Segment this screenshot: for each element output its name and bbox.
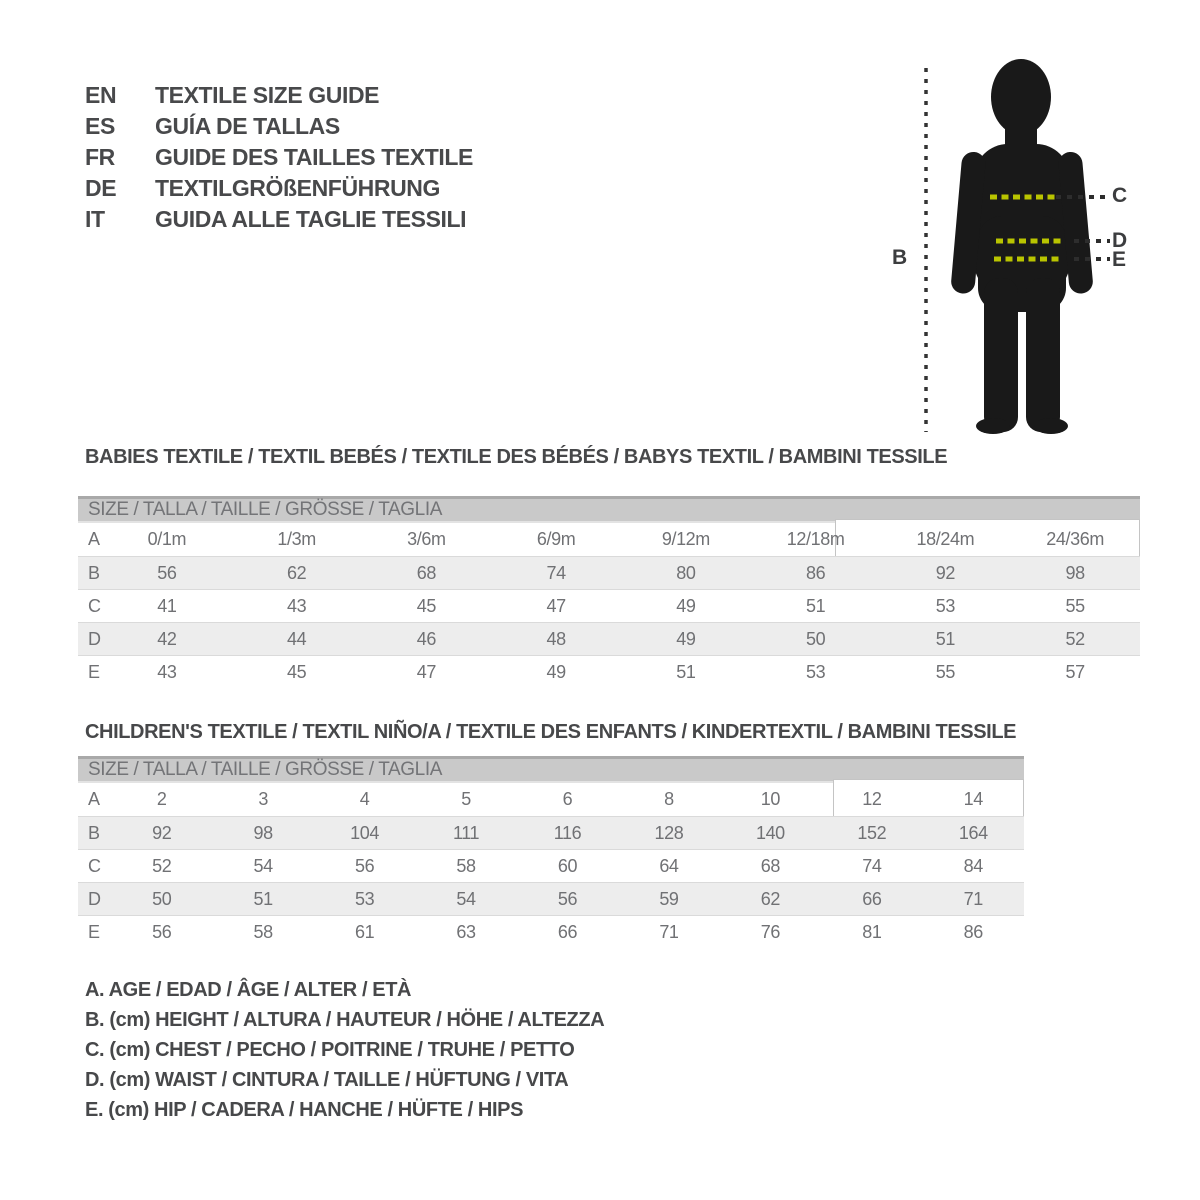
table-cell: 3 (258, 789, 268, 809)
measurement-legend (85, 975, 604, 1125)
table-cell: 51 (806, 595, 826, 616)
language-guide-label: GUIDA ALLE TAGLIE TESSILI (155, 206, 467, 232)
table-cell: 56 (354, 855, 375, 876)
table-cell: 53 (806, 661, 826, 682)
table-cell: 66 (862, 888, 882, 909)
table-row (78, 589, 1140, 622)
row-label: A (88, 529, 100, 549)
language-code: FR (85, 144, 115, 170)
table-cell: 111 (452, 822, 480, 843)
table-cell: 49 (676, 628, 696, 649)
table-cell: 51 (676, 661, 696, 682)
table-cell: 56 (152, 921, 172, 942)
language-row (85, 173, 473, 204)
table-cell: 98 (1065, 562, 1085, 583)
table-cell: 49 (546, 661, 566, 682)
table-row (78, 816, 1024, 849)
babies-size-table (78, 496, 1140, 688)
row-label: C (88, 855, 101, 876)
table-cell: 47 (416, 661, 436, 682)
table-cell: 116 (553, 822, 582, 843)
language-row (85, 80, 473, 111)
table-cell: 76 (760, 921, 780, 942)
table-cell: 0/1m (147, 529, 187, 549)
table-cell: 84 (963, 855, 983, 876)
table-cell: 55 (1065, 595, 1085, 616)
table-cell: 45 (287, 661, 307, 682)
language-guide-label: TEXTILE SIZE GUIDE (155, 82, 380, 108)
figure-label-hip: E (1112, 248, 1126, 271)
table-cell: 92 (935, 562, 955, 583)
figure-label-chest: C (1112, 184, 1127, 207)
table-cell: 44 (287, 628, 307, 649)
table-cell: 164 (958, 822, 988, 843)
table-cell: 53 (354, 888, 375, 909)
table-cell: 104 (350, 822, 380, 843)
table-cell: 61 (354, 921, 375, 942)
table-cell: 59 (659, 888, 679, 909)
table-cell: 92 (152, 822, 172, 843)
table-cell: 51 (253, 888, 273, 909)
table-row (78, 783, 1024, 816)
table-cell: 53 (935, 595, 955, 616)
language-code: ES (85, 113, 115, 139)
table-cell: 58 (253, 921, 273, 942)
table-cell: 5 (461, 789, 471, 809)
table-cell: 86 (963, 921, 983, 942)
table-cell: 46 (416, 628, 436, 649)
language-row (85, 204, 473, 235)
table-cell: 8 (664, 789, 674, 809)
row-label: D (88, 888, 101, 909)
table-cell: 68 (416, 562, 436, 583)
row-label: B (88, 822, 100, 843)
table-cell: 18/24m (916, 529, 975, 549)
legend-line: A. AGE / EDAD / ÂGE / ALTER / ETÀ (85, 978, 412, 1001)
language-guide-label: GUIDE DES TAILLES TEXTILE (155, 144, 473, 170)
table-cell: 64 (659, 855, 679, 876)
row-label: C (88, 595, 101, 616)
table-cell: 56 (157, 562, 177, 583)
legend-line: B. (cm) HEIGHT / ALTURA / HAUTEUR / HÖHE / ALTEZZA (85, 1008, 605, 1031)
table-cell: 71 (659, 921, 679, 942)
table-cell: 62 (287, 562, 307, 583)
table-cell: 52 (1065, 628, 1085, 649)
table-cell: 6 (562, 789, 573, 809)
table-cell: 6/9m (536, 529, 576, 549)
row-label: E (88, 661, 100, 682)
table-cell: 12/18m (786, 529, 845, 549)
row-label: A (88, 789, 100, 809)
children-size-table (78, 756, 1024, 948)
table-row (78, 655, 1140, 688)
table-cell: 74 (546, 562, 566, 583)
language-guide-label: GUÍA DE TALLAS (155, 113, 340, 139)
legend-line: E. (cm) HIP / CADERA / HANCHE / HÜFTE / HIPS (85, 1098, 524, 1121)
table-cell: 14 (963, 789, 983, 809)
table-cell: 54 (253, 855, 273, 876)
table-cell: 4 (359, 789, 370, 809)
table-cell: 56 (557, 888, 578, 909)
children-table-header: SIZE / TALLA / TAILLE / GRÖSSE / TAGLIA (78, 756, 1024, 783)
babies-section-title: BABIES TEXTILE / TEXTIL BEBÉS / TEXTILE DES BÉBÉS / BABYS TEXTIL / BAMBINI TESSILE (85, 446, 948, 468)
table-cell: 3/6m (407, 529, 446, 549)
table-cell: 68 (760, 855, 780, 876)
table-row (78, 915, 1024, 948)
row-label: D (88, 628, 101, 649)
child-silhouette (950, 59, 1094, 434)
table-cell: 66 (557, 921, 578, 942)
table-cell: 71 (963, 888, 983, 909)
table-row (78, 882, 1024, 915)
table-cell: 60 (557, 855, 578, 876)
language-code: IT (85, 206, 105, 232)
table-cell: 50 (152, 888, 172, 909)
table-cell: 12 (862, 789, 882, 809)
table-row (78, 556, 1140, 589)
language-code: EN (85, 82, 117, 108)
legend-line: C. (cm) CHEST / PECHO / POITRINE / TRUHE / PETTO (85, 1038, 575, 1061)
table-cell: 48 (546, 628, 566, 649)
table-cell: 62 (760, 888, 780, 909)
child-silhouette-figure (870, 40, 1200, 470)
table-cell: 74 (862, 855, 882, 876)
table-cell: 47 (546, 595, 566, 616)
table-cell: 24/36m (1046, 529, 1104, 549)
language-row (85, 111, 473, 142)
table-cell: 43 (287, 595, 307, 616)
table-cell: 41 (157, 595, 177, 616)
language-title-block (85, 80, 473, 235)
table-cell: 2 (156, 789, 167, 809)
table-cell: 80 (676, 562, 696, 583)
table-cell: 9/12m (661, 529, 710, 549)
language-row (85, 142, 473, 173)
table-cell: 10 (760, 789, 780, 809)
table-cell: 128 (654, 822, 684, 843)
table-cell: 63 (456, 921, 476, 942)
table-row (78, 622, 1140, 655)
table-row (78, 523, 1140, 556)
table-cell: 81 (862, 921, 882, 942)
table-row (78, 849, 1024, 882)
language-guide-label: TEXTILGRÖßENFÜHRUNG (155, 175, 440, 201)
legend-line: D. (cm) WAIST / CINTURA / TAILLE / HÜFTUNG / VITA (85, 1068, 569, 1091)
table-cell: 1/3m (277, 529, 316, 549)
table-cell: 51 (935, 628, 955, 649)
table-cell: 58 (456, 855, 476, 876)
table-cell: 50 (806, 628, 826, 649)
table-cell: 152 (857, 822, 887, 843)
babies-table-header: SIZE / TALLA / TAILLE / GRÖSSE / TAGLIA (78, 496, 1140, 523)
figure-label-height: B (892, 246, 907, 269)
children-section-title: CHILDREN'S TEXTILE / TEXTIL NIÑO/A / TEXTILE DES ENFANTS / KINDERTEXTIL / BAMBINI TESSILE (85, 721, 1017, 743)
table-cell: 45 (416, 595, 436, 616)
table-cell: 43 (157, 661, 177, 682)
language-code: DE (85, 175, 117, 201)
table-cell: 86 (806, 562, 826, 583)
row-label: B (88, 562, 100, 583)
row-label: E (88, 921, 100, 942)
table-cell: 49 (676, 595, 696, 616)
table-cell: 140 (755, 822, 785, 843)
figure-label-waist: D (1112, 229, 1127, 252)
table-cell: 57 (1065, 661, 1085, 682)
table-cell: 52 (152, 855, 172, 876)
table-cell: 54 (456, 888, 476, 909)
table-cell: 42 (157, 628, 177, 649)
table-cell: 55 (935, 661, 955, 682)
table-cell: 98 (253, 822, 273, 843)
